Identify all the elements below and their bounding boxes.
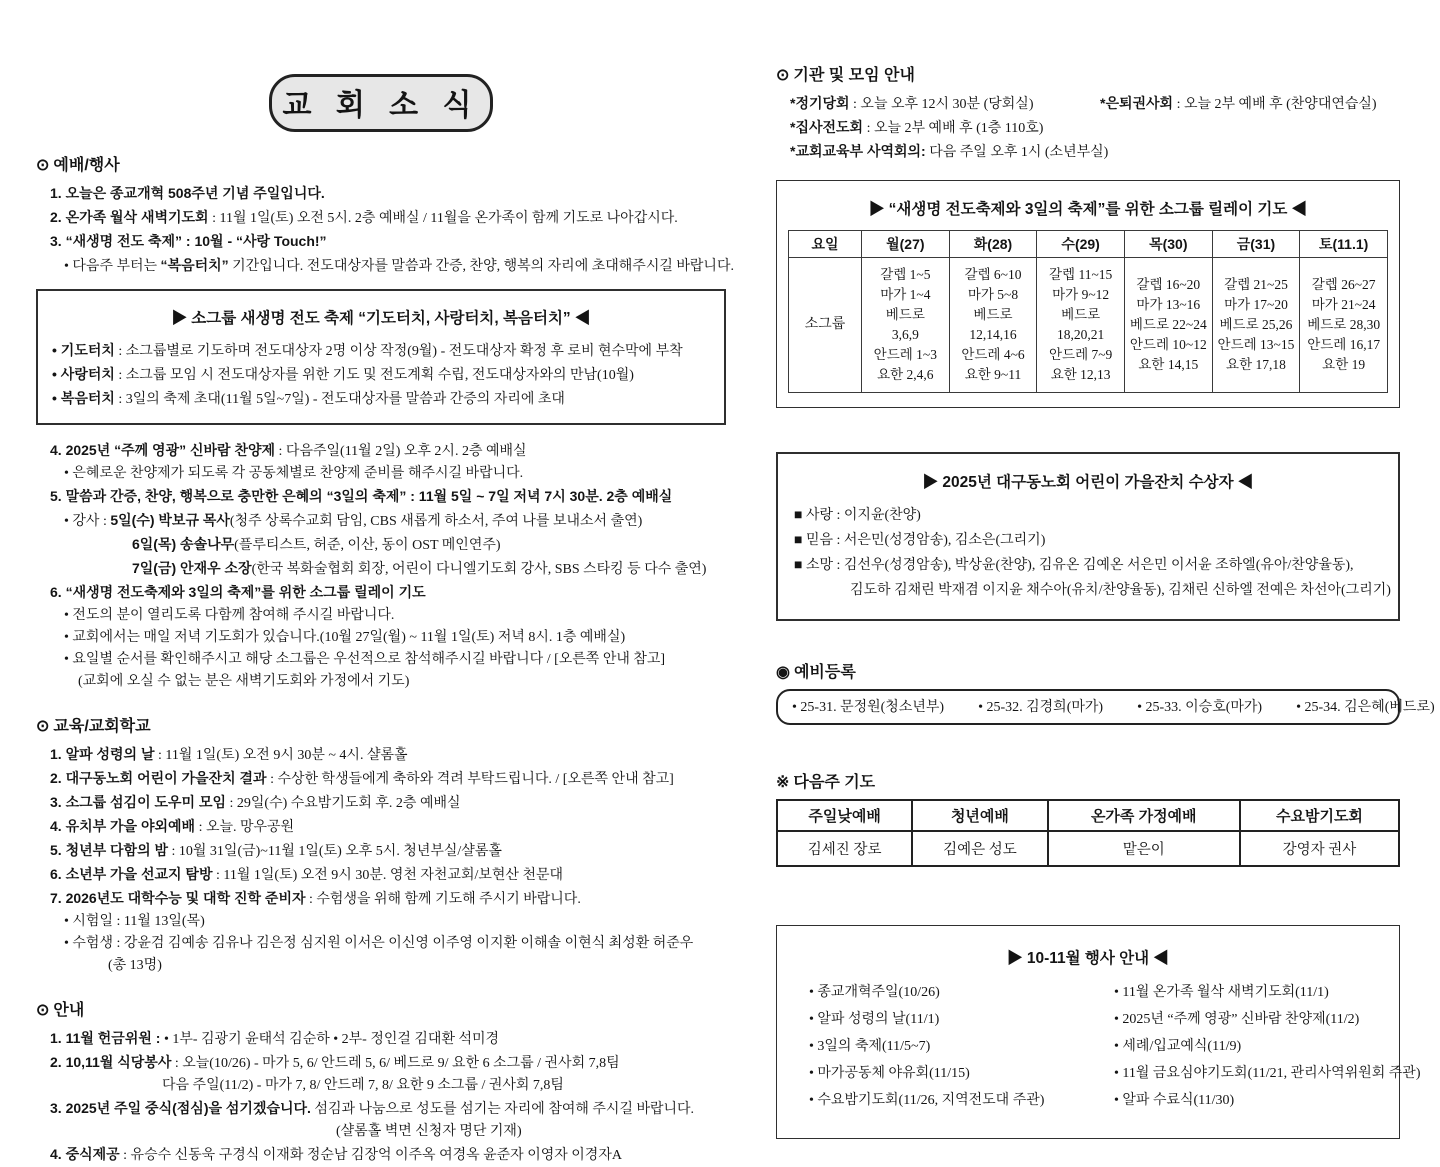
worship-item-6: 6. “새생명 전도축제와 3일의 축제”를 위한 소그룹 릴레이 기도 — [50, 584, 426, 600]
events-column-right: • 11월 온가족 월삭 새벽기도회(11/1) • 2025년 “주께 영광” 신바람 찬양제(11/2) • 세례/입교예식(11/9) • 11월 금요심야기도회(11/21, 관리사역위원회 주관) • 알파 수료식(11/30) — [1114, 985, 1421, 1108]
prayer-value-wednesday: 강영자 권사 — [1240, 831, 1399, 866]
education-item-7-total: (총 13명) — [108, 958, 162, 973]
prereg-entry: • 25-33. 이승호(마가) — [1137, 700, 1263, 715]
worship-item-4-note: • 은혜로운 찬양제가 되도록 각 공동체별로 찬양제 준비를 해주시길 바랍니다. — [64, 466, 524, 481]
relay-cell-mon: 갈렙 1~5 마가 1~4 베드로 3,6,9 안드레 1~3 요한 2,4,6 — [862, 258, 950, 393]
prayer-header-youth: 청년예배 — [912, 800, 1047, 831]
section-marker-icon: ⊙ — [36, 1002, 50, 1019]
prereg-entry: • 25-34. 김은혜(베드로) — [1296, 700, 1435, 715]
relay-cell-sat: 갈렙 26~27 마가 21~24 베드로 28,30 안드레 16,17 요한 19 — [1300, 258, 1388, 393]
section-marker-icon: ※ — [776, 774, 790, 791]
prereg-section-heading — [776, 659, 1400, 682]
relay-header-mon: 월(27) — [862, 231, 950, 258]
relay-cell-tue: 갈렙 6~10 마가 5~8 베드로 12,14,16 안드레 4~6 요한 9~11 — [949, 258, 1037, 393]
education-item-4: 4. 유치부 가을 야외예배 : 오늘. 망우공원 — [50, 818, 295, 835]
relay-prayer-box — [776, 180, 1400, 408]
orgs-section-heading — [776, 62, 1400, 85]
education-item-5: 5. 청년부 다함의 밤 : 10월 31일(금)~11월 1일(토) 오후 5시. 청년부실/샬롬홀 — [50, 842, 502, 859]
worship-item-3: 3. “새생명 전도 축제” : 10월 - “사랑 Touch!” — [50, 233, 327, 249]
worship-item-1: 1. 오늘은 종교개혁 508주년 기념 주일입니다. — [50, 185, 325, 201]
relay-header-tue: 화(28) — [949, 231, 1037, 258]
prereg-box — [776, 689, 1435, 725]
orgs-row-1 — [776, 92, 1400, 116]
worship-item-6-note-2: • 교회에서는 매일 저녁 기도회가 있습니다.(10월 27일(월) ~ 11월 1일(토) 저녁 8시. 1층 예배실) — [64, 630, 626, 645]
orgs-heading-text: 기관 및 모임 안내 — [793, 67, 915, 84]
orgs-row-3: *교회교육부 사역회의: 다음 주일 오후 1시 (소년부실) — [790, 143, 1109, 160]
section-marker-icon: ◉ — [776, 664, 790, 681]
education-heading-text: 교육/교회학교 — [53, 718, 151, 735]
worship-item-5-speaker-1: • 강사 : 5일(수) 박보규 목사(청주 상록수교회 담임, CBS 새롭게 하소서, 주여 나를 보내소서 출연) — [64, 512, 643, 529]
prayer-value-youth: 김예은 성도 — [912, 831, 1047, 866]
prayer-value-family: 맡은이 — [1048, 831, 1240, 866]
relay-cell-fri: 갈렙 21~25 마가 17~20 베드로 25,26 안드레 13~15 요한 17,18 — [1212, 258, 1300, 393]
worship-item-5-speaker-2: 6일(목) 송솔나무(플루티스트, 허준, 이산, 동이 OST 메인연주) — [132, 536, 501, 553]
worship-section-heading — [36, 152, 726, 175]
prereg-heading-text: 예비등록 — [793, 664, 856, 681]
relay-header-wed: 수(29) — [1037, 231, 1125, 258]
page-title — [269, 74, 493, 132]
notice-heading-text: 안내 — [53, 1002, 85, 1019]
education-item-7-examinees: • 수험생 : 강윤검 김예송 김유나 김은정 심지원 이서은 이신영 이주영 이지환 이해솔 이현식 최성환 허준우 — [64, 936, 694, 951]
prayer-value-sunday: 김세진 장로 — [777, 831, 912, 866]
education-item-6: 6. 소년부 가을 선교지 탐방 : 11월 1일(토) 오전 9시 30분. 영천 자천교회/보현산 천문대 — [50, 866, 564, 883]
award-box — [776, 452, 1400, 621]
touch-festival-box — [36, 289, 726, 425]
education-section-heading — [36, 713, 726, 736]
notice-section-heading — [36, 997, 726, 1020]
events-box-title: ▶ 10-11월 행사 안내 ◀ — [1007, 950, 1169, 967]
award-hope-cont: 김도하 김채린 박재겸 이지윤 채수아(유치/찬양율동), 김채린 신하엘 전예은 차선아(그리기) — [850, 583, 1391, 598]
relay-prayer-box-title: ▶ “새생명 전도축제와 3일의 축제”를 위한 소그룹 릴레이 기도 ◀ — [868, 201, 1308, 218]
worship-heading-text: 예배/행사 — [53, 157, 120, 174]
education-item-2: 2. 대구동노회 어린이 가을잔치 결과 : 수상한 학생들에게 축하와 격려 부탁드립니다. / [오른쪽 안내 참고] — [50, 770, 674, 787]
notice-item-1: 1. 11월 헌금위원 : • 1부- 김광기 윤태석 김순하 • 2부- 정인걸 김대환 석미경 — [50, 1030, 500, 1047]
worship-item-6-note-1: • 전도의 분이 열리도록 다함께 참여해 주시길 바랍니다. — [64, 608, 395, 623]
events-columns — [783, 979, 1421, 1114]
education-item-7: 7. 2026년도 대학수능 및 대학 진학 준비자 : 수험생을 위해 함께 기도해 주시기 바랍니다. — [50, 890, 581, 907]
relay-prayer-table — [788, 230, 1388, 393]
notice-item-3: 3. 2025년 주일 중식(점심)을 섬기겠습니다. 섬김과 나눔으로 성도를 섬기는 자리에 참여해 주시길 바랍니다. — [50, 1100, 695, 1117]
award-faith: ■ 믿음 : 서은민(성경암송), 김소은(그리기) — [794, 533, 1046, 548]
events-column-left: • 종교개혁주일(10/26) • 알파 성령의 날(11/1) • 3일의 축제(11/5~7) • 마가공동체 야유회(11/15) • 수요밤기도회(11/26, 지역전도대 주관) — [809, 985, 1045, 1108]
orgs-row-2: *집사전도회 : 오늘 2부 예배 후 (1층 110호) — [790, 119, 1044, 136]
orgs-retired-deaconess: *은퇴권사회 : 오늘 2부 예배 후 (찬양대연습실) — [1100, 95, 1377, 112]
worship-item-6-note-4: (교회에 오실 수 없는 분은 새벽기도회와 가정에서 기도) — [78, 674, 410, 689]
touch-festival-box-title: ▶ 소그룹 새생명 전도 축제 “기도터치, 사랑터치, 복음터치” ◀ — [171, 310, 591, 327]
relay-body-row — [789, 258, 1388, 393]
page-title-text: 교 회 소 식 — [282, 89, 480, 122]
relay-row-label: 소그룹 — [789, 258, 862, 393]
relay-header-thu: 목(30) — [1124, 231, 1212, 258]
relay-header-sat: 토(11.1) — [1300, 231, 1388, 258]
education-item-1: 1. 알파 성령의 날 : 11월 1일(토) 오전 9시 30분 ~ 4시. 샬롬홀 — [50, 746, 408, 763]
prayer-header-sunday: 주일낮예배 — [777, 800, 912, 831]
prereg-entry: • 25-32. 김경희(마가) — [978, 700, 1104, 715]
worship-item-2: 2. 온가족 월삭 새벽기도회 : 11월 1일(토) 오전 5시. 2층 예배실 / 11월을 온가족이 함께 기도로 나아갑시다. — [50, 209, 678, 226]
touch-item-prayer: • 기도터치 : 소그룹별로 기도하며 전도대상자 2명 이상 작정(9월) - 전도대상자 확정 후 로비 현수막에 부착 — [52, 342, 683, 359]
relay-header-row — [789, 231, 1388, 258]
relay-cell-thu: 갈렙 16~20 마가 13~16 베드로 22~24 안드레 10~12 요한 14,15 — [1124, 258, 1212, 393]
notice-item-4: 4. 중식제공 : 유승수 신동욱 구경식 이재화 정순남 김장억 이주옥 여경옥 윤준자 이영자 이경자A — [50, 1146, 622, 1163]
left-column — [36, 0, 734, 1167]
worship-item-6-note-3: • 요일별 순서를 확인해주시고 해당 소그룹은 우선적으로 참석해주시길 바랍니다 / [오른쪽 안내 참고] — [64, 652, 666, 667]
prayer-header-family: 온가족 가정예배 — [1048, 800, 1240, 831]
notice-item-2: 2. 10,11월 식당봉사 : 오늘(10/26) - 마가 5, 6/ 안드레 5, 6/ 베드로 9/ 요한 6 소그룹 / 권사회 7,8팀 — [50, 1054, 620, 1071]
notice-item-3-cont: (샬롬홀 벽면 신청자 명단 기재) — [336, 1124, 522, 1139]
relay-header-day: 요일 — [789, 231, 862, 258]
prayer-header-row — [777, 800, 1399, 831]
award-love: ■ 사랑 : 이지윤(찬양) — [794, 508, 921, 523]
right-column — [776, 0, 1435, 1139]
next-week-heading — [776, 769, 1400, 792]
orgs-session-meeting: *정기당회 : 오늘 오후 12시 30분 (당회실) — [790, 95, 1034, 112]
relay-header-fri: 금(31) — [1212, 231, 1300, 258]
touch-item-love: • 사랑터치 : 소그룹 모임 시 전도대상자를 위한 기도 및 전도계획 수립, 전도대상자와의 만남(10월) — [52, 366, 634, 383]
prayer-header-wednesday: 수요밤기도회 — [1240, 800, 1399, 831]
events-box — [776, 925, 1421, 1139]
section-marker-icon: ⊙ — [776, 67, 790, 84]
worship-item-3-note: • 다음주 부터는 “복음터치” 기간입니다. 전도대상자를 말씀과 간증, 찬양, 행복의 자리에 초대해주시길 바랍니다. — [64, 257, 734, 274]
worship-item-5: 5. 말씀과 간증, 찬양, 행복으로 충만한 은혜의 “3일의 축제” : 11월 5일 ~ 7일 저녁 7시 30분. 2층 예배실 — [50, 488, 673, 504]
award-box-title: ▶ 2025년 대구동노회 어린이 가을잔치 수상자 ◀ — [922, 474, 1254, 491]
worship-item-5-speaker-3: 7일(금) 안재우 소장(한국 복화술협회 회장, 어린이 다니엘기도회 강사, SBS 스타킹 등 다수 출연) — [132, 560, 707, 577]
prereg-entry: • 25-31. 문정원(청소년부) — [792, 700, 945, 715]
worship-item-4: 4. 2025년 “주께 영광” 신바람 찬양제 : 다음주일(11월 2일) 오후 2시. 2층 예배실 — [50, 442, 527, 459]
section-marker-icon: ⊙ — [36, 157, 50, 174]
next-week-prayer-table — [776, 799, 1400, 867]
touch-item-gospel: • 복음터치 : 3일의 축제 초대(11월 5일~7일) - 전도대상자를 말씀과 간증의 자리에 초대 — [52, 390, 565, 407]
next-week-heading-text: 다음주 기도 — [793, 774, 876, 791]
notice-item-2-cont: 다음 주일(11/2) - 마가 7, 8/ 안드레 7, 8/ 요한 9 소그룹 / 권사회 7,8팀 — [162, 1078, 564, 1093]
prayer-value-row — [777, 831, 1399, 866]
education-item-3: 3. 소그룹 섬김이 도우미 모임 : 29일(수) 수요밤기도회 후. 2층 예배실 — [50, 794, 461, 811]
award-hope: ■ 소망 : 김선우(성경암송), 박상윤(찬양), 김유온 김예온 서은민 이서윤 조하엘(유아/찬양율동), — [794, 558, 1354, 573]
section-marker-icon: ⊙ — [36, 718, 50, 735]
education-item-7-exam-date: • 시험일 : 11월 13일(목) — [64, 914, 205, 929]
relay-cell-wed: 갈렙 11~15 마가 9~12 베드로 18,20,21 안드레 7~9 요한 12,13 — [1037, 258, 1125, 393]
